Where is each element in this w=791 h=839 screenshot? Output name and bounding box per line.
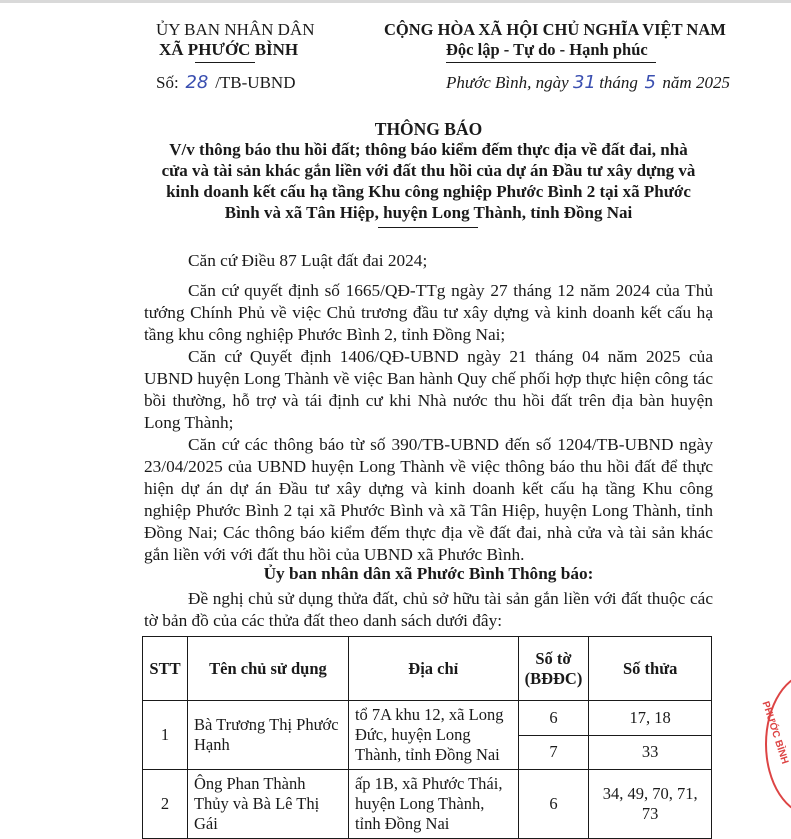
paragraph-legal-basis-3: Căn cứ Quyết định 1406/QĐ-UBND ngày 21 tháng 04 năm 2025 của UBND huyện Long Thành về việc Ban hành Quy chế phối hợp thực hiện công tác bồi thường, hỗ trợ và tái định cư khi Nhà nước thu hồi đất trên địa bàn huyện Long Thành; xyxy=(144,347,713,432)
header-stt: STT xyxy=(143,637,188,701)
national-motto: Độc lập - Tự do - Hạnh phúc xyxy=(446,40,648,59)
commune-name: XÃ PHƯỚC BÌNH xyxy=(159,40,299,59)
left-divider xyxy=(195,62,255,63)
header-address: Địa chỉ xyxy=(348,637,518,701)
header-parcel-number: Số thửa xyxy=(589,637,712,701)
row-stt: 2 xyxy=(143,770,188,839)
document-number xyxy=(156,72,295,93)
row-stt: 1 xyxy=(143,701,188,770)
paragraph-legal-basis-4: Căn cứ các thông báo từ số 390/TB-UBND đến số 1204/TB-UBND ngày 23/04/2025 của UBND huyện Long Thành về việc thông báo thu hồi đất để thực hiện dự án dự án Đầu tư xây dựng và kinh doanh kết cấu hạ tầng Khu công nghiệp Phước Bình 2 tại xã Phước Bình và xã Tân Hiệp, huyện Long Thành, tỉnh Đồng Nai; Các thông báo kiểm đếm thực địa về đất đai, nhà cửa và tài sản khác gắn liền với với đất thu hồi của UBND xã Phước Bình. xyxy=(144,435,713,564)
paragraph-request: Đề nghị chủ sử dụng thửa đất, chủ sở hữu tài sản gắn liền với đất thuộc các tờ bản đồ của các thửa đất theo danh sách dưới đây: xyxy=(144,589,713,630)
paragraph-legal-basis-2: Căn cứ quyết định số 1665/QĐ-TTg ngày 27 tháng 12 năm 2024 của Thủ tướng Chính Phủ về việc Chủ trương đầu tư xây dựng và kinh doanh kết cấu hạ tầng khu công nghiệp Phước Bình 2, tỉnh Đồng Nai; xyxy=(144,281,713,344)
row-sheet: 7 xyxy=(518,735,589,770)
date-day: 31 xyxy=(572,72,596,93)
row-sheet: 6 xyxy=(518,770,589,839)
row-parcels: 33 xyxy=(589,735,712,770)
date-prefix: Phước Bình, ngày xyxy=(446,73,569,92)
number-prefix: Số: xyxy=(156,73,179,92)
land-parcel-table xyxy=(142,636,712,839)
right-divider xyxy=(446,62,656,63)
row-parcels: 17, 18 xyxy=(589,701,712,736)
section-heading: Ủy ban nhân dân xã Phước Bình Thông báo: xyxy=(263,564,594,583)
subject-line-4: Bình và xã Tân Hiệp, huyện Long Thành, tỉnh Đồng Nai xyxy=(224,203,633,222)
row-sheet: 6 xyxy=(518,701,589,736)
document-heading: THÔNG BÁO xyxy=(374,119,483,139)
row-owner: Bà Trương Thị Phước Hạnh xyxy=(187,701,348,770)
authority-name: ỦY BAN NHÂN DÂN xyxy=(156,20,315,39)
table-row xyxy=(143,770,712,839)
header-owner: Tên chủ sử dụng xyxy=(187,637,348,701)
paragraph-legal-basis-1: Căn cứ Điều 87 Luật đất đai 2024; xyxy=(188,251,428,270)
date-suffix: năm 2025 xyxy=(662,73,730,92)
row-owner: Ông Phan Thành Thủy và Bà Lê Thị Gái xyxy=(187,770,348,839)
document-date xyxy=(446,72,730,93)
header-sheet-number: Số tờ (BĐĐC) xyxy=(518,637,589,701)
date-month: 5 xyxy=(644,72,656,93)
table-row xyxy=(143,701,712,736)
subject-line-3: kinh doanh kết cấu hạ tầng Khu công nghiệp Phước Bình 2 tại xã Phước xyxy=(166,182,691,201)
subject-line-1: V/v thông báo thu hồi đất; thông báo kiểm đếm thực địa về đất đai, nhà xyxy=(169,140,688,159)
scan-edge xyxy=(0,0,791,3)
number-suffix: /TB-UBND xyxy=(215,73,296,92)
row-address: tổ 7A khu 12, xã Long Đức, huyện Long Thành, tỉnh Đồng Nai xyxy=(348,701,518,770)
title-divider xyxy=(378,227,478,228)
date-mid: tháng xyxy=(599,73,638,92)
table-header-row xyxy=(143,637,712,701)
subject-line-2: cửa và tài sản khác gắn liền với đất thu hồi của dự án Đầu tư xây dựng và xyxy=(161,161,696,180)
row-parcels: 34, 49, 70, 71, 73 xyxy=(589,770,712,839)
national-title: CỘNG HÒA XÃ HỘI CHỦ NGHĨA VIỆT NAM xyxy=(384,20,726,39)
number-handwritten: 28 xyxy=(185,72,209,93)
row-address: ấp 1B, xã Phước Thái, huyện Long Thành, tỉnh Đồng Nai xyxy=(348,770,518,839)
stamp-text: PHƯỚC BÌNH xyxy=(759,700,791,766)
